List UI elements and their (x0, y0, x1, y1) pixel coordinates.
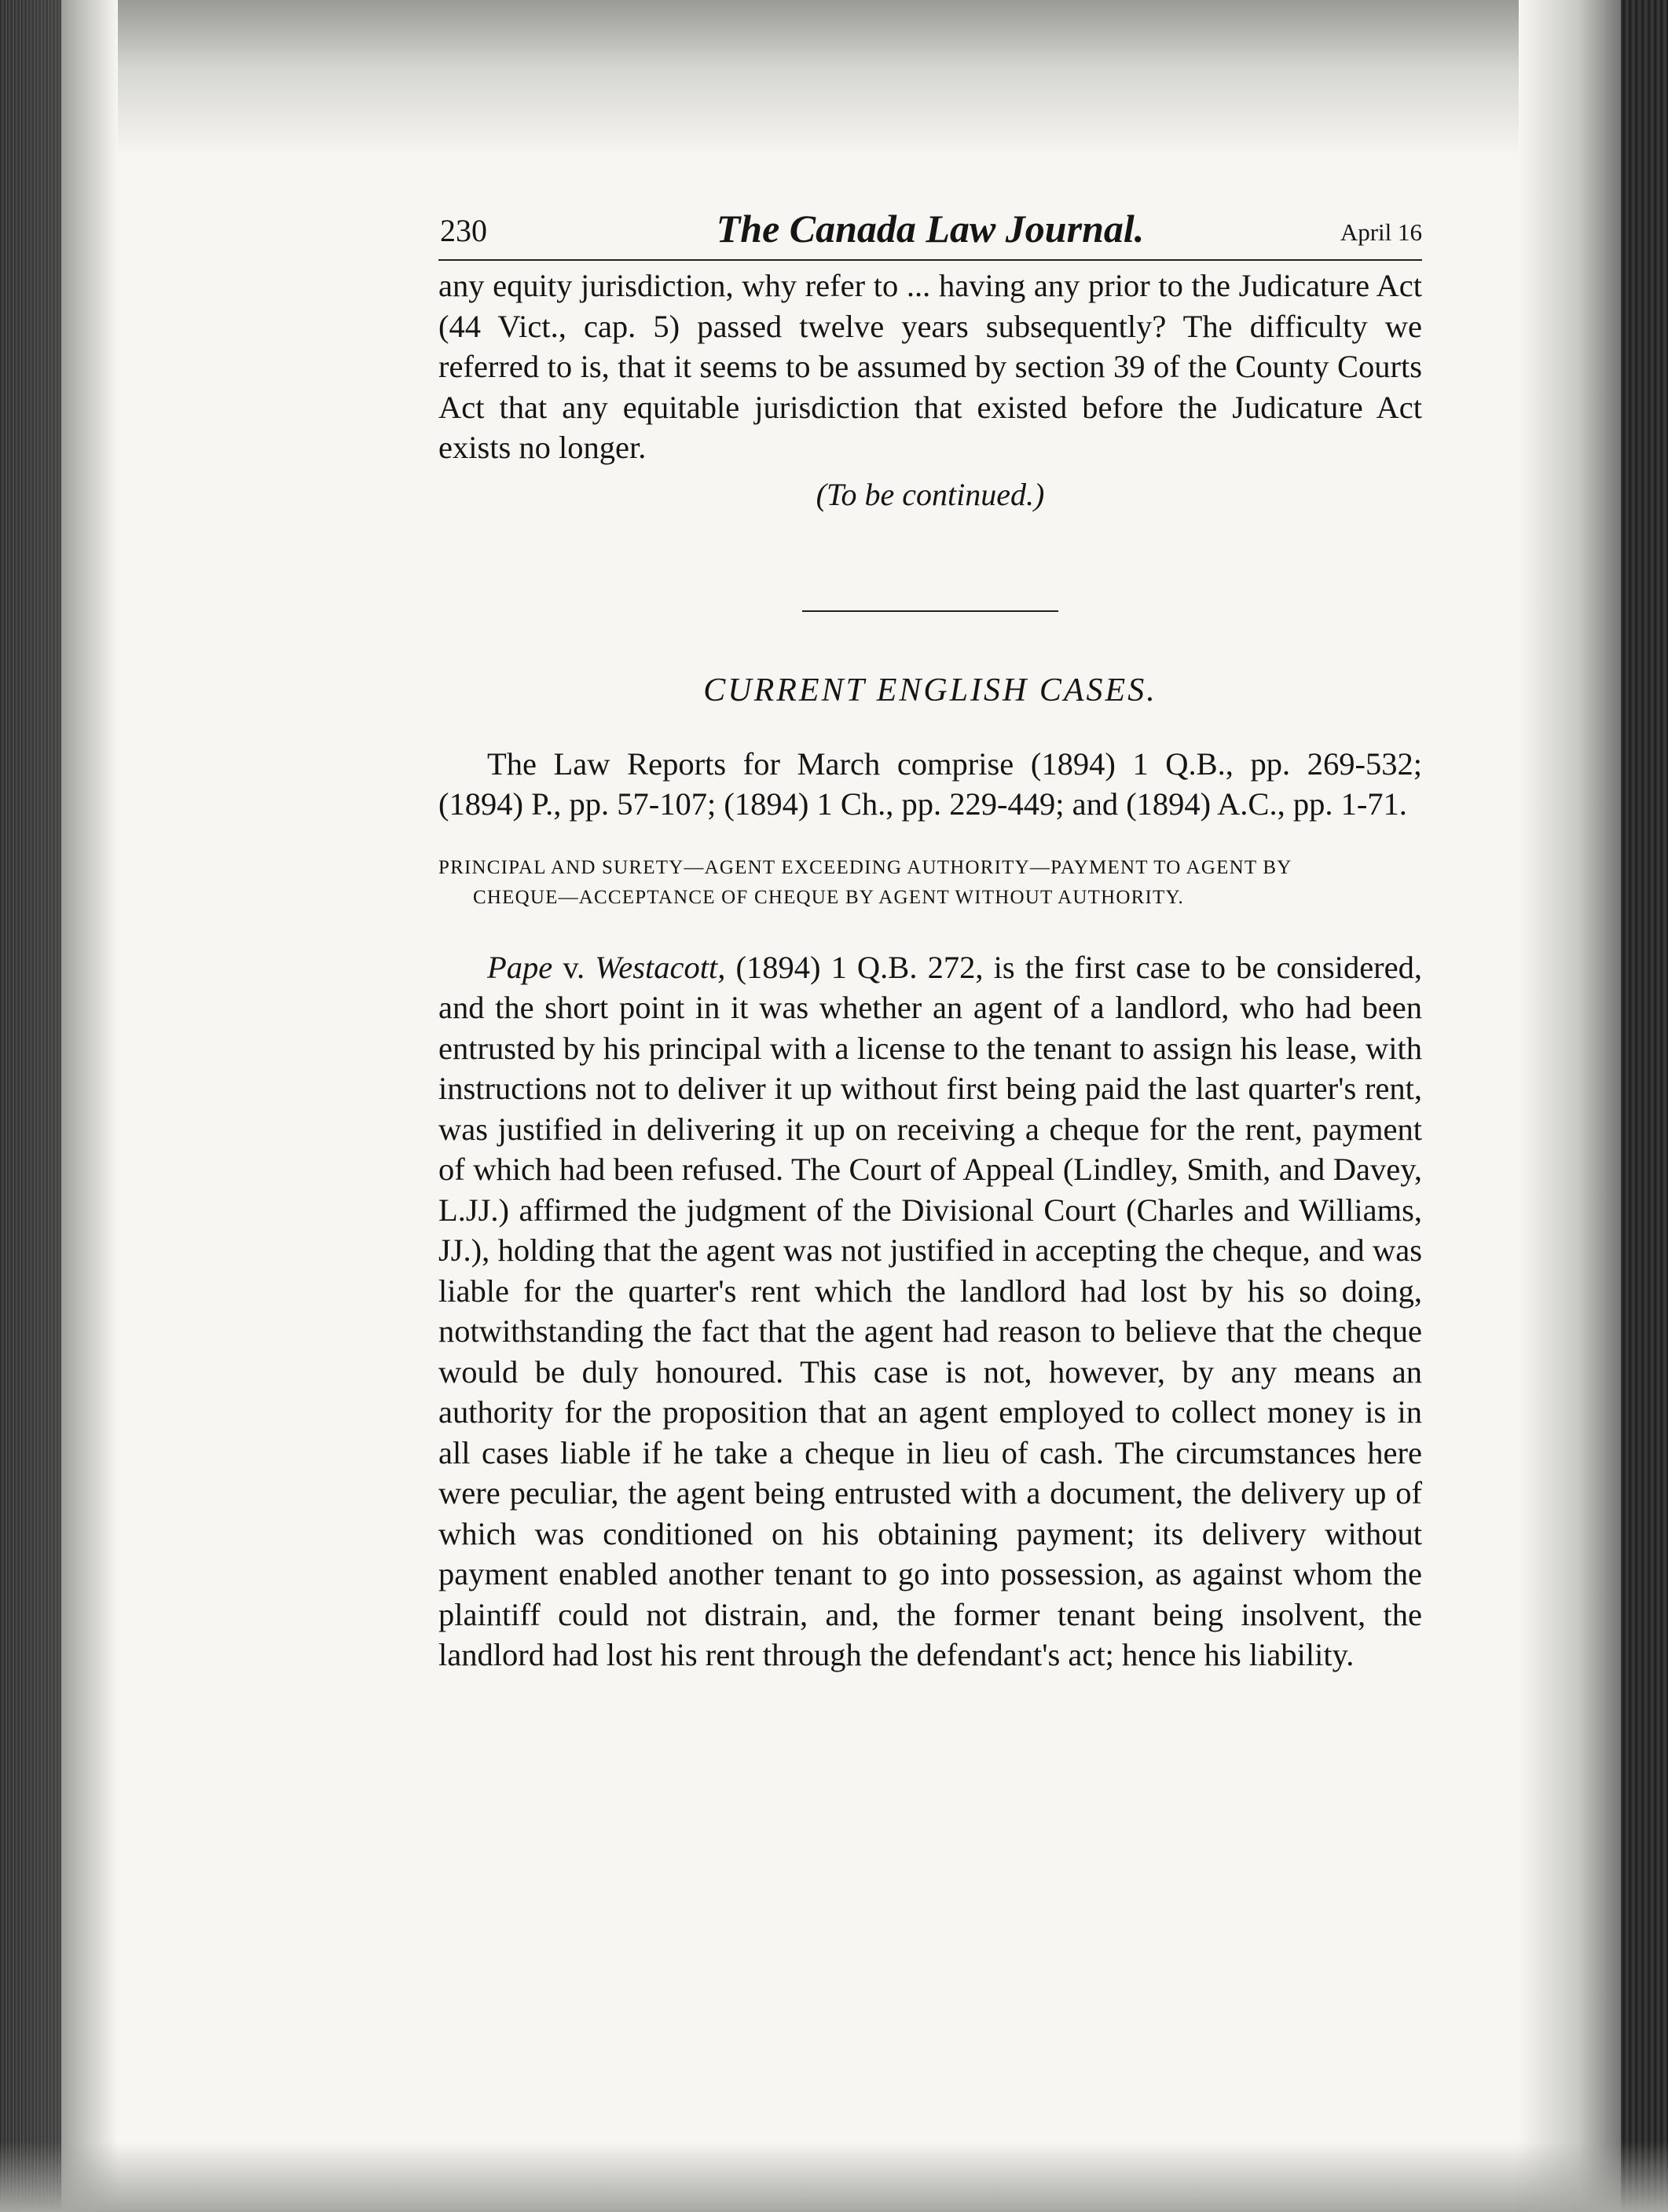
case-name-defendant: Westacott, (595, 949, 726, 985)
to-be-continued-note: (To be continued.) (816, 476, 1045, 512)
section-heading: CURRENT ENGLISH CASES. (703, 672, 1157, 709)
running-head (438, 207, 1422, 261)
scan-right-edge (1519, 0, 1668, 2212)
case-topic-line-2: CHEQUE—ACCEPTANCE OF CHEQUE BY AGENT WITHOUT AUTHORITY. (473, 886, 1184, 908)
scan-top-shadow (0, 0, 1668, 157)
header-date: April 16 (1340, 218, 1422, 246)
scan-left-edge (0, 0, 118, 2212)
case-name-versus: v. (552, 949, 596, 985)
case-paragraph (438, 947, 1422, 1675)
case-body-text: (1894) 1 Q.B. 272, is the first case to be considered, and the short point in it was whether an agent of a landlord, who had been entrusted by his principal with a license to the tenant to assign his lease, with instructions not to deliver it up without first being paid the last quarter's rent, was justified in delivering it up on receiving a cheque for the rent, payment of which had been refused. The Court of Appeal (Lindley, Smith, and Davey, L.JJ.) affirmed the judgment of the Divisional Court (Charles and Williams, JJ.), holding that the agent was not justified in accepting the cheque, and was liable for the quarter's rent which the landlord had lost by his so doing, notwithstanding the fact that the agent had reason to believe that the cheque would be duly honoured. This case is not, however, by any means an authority for the proposition that an agent employed to collect money is in all cases liable if he take a cheque in lieu of cash. The circumstances here were peculiar, the agent being entrusted with a document, the delivery up of which was conditioned on his obtaining payment; its delivery without payment enabled another tenant to go into possession, as against whom the plaintiff could not distrain, and, the former tenant being insolvent, the landlord had lost his rent through the defendant's act; hence his liability. (438, 949, 1423, 1672)
case-topic-line-1: PRINCIPAL AND SURETY—AGENT EXCEEDING AUTHORITY—PAYMENT TO AGENT BY (438, 856, 1292, 878)
page-content (438, 207, 1423, 1675)
scan-left-binding (0, 0, 61, 2212)
scan-bottom-shadow (0, 2141, 1668, 2212)
section-divider (802, 610, 1058, 612)
law-reports-intro: The Law Reports for March comprise (1894) 1 Q.B., pp. 269-532; (1894) P., pp. 57-107; (1894) 1 Ch., pp. 229-449; and (1894) A.C., pp. 1-71. (438, 745, 1422, 822)
continued-paragraph: any equity jurisdiction, why refer to ... having any prior to the Judicature Act (44 Vict., cap. 5) passed twelve years subsequently? The difficulty we referred to is, that it seems to be assumed by section 39 of the County Courts Act that any equitable jurisdiction that existed before the Judicature Act exists no longer. (438, 268, 1422, 465)
journal-title: The Canada Law Journal. (716, 207, 1145, 251)
page-number: 230 (440, 213, 487, 248)
case-name-plaintiff: Pape (487, 949, 553, 985)
scan-right-binding (1621, 0, 1668, 2212)
case-topic-heading (438, 853, 1422, 913)
